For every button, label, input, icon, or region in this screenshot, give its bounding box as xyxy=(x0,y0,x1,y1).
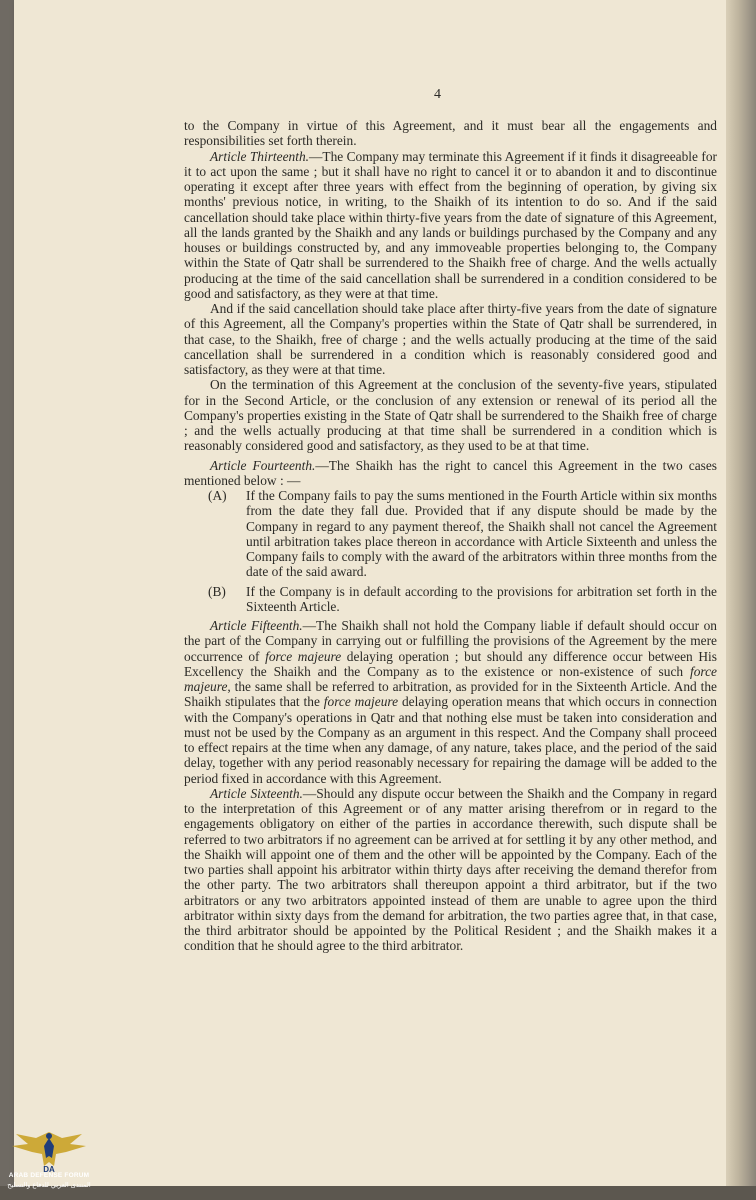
article-text: delaying operation means that which occurs in connection with the Company's operations in Qatr and that nothing else must be taken into consideration and must not be used by the Company as an argument in this respect. And the Company shall proceed to effect repairs at the time when any damage, of any nature, takes place, and the period of the said delay, together with any period reasonably necessary for repairing the damage will be added to the period fixed in accordance with this Agreement. xyxy=(184,694,717,786)
article-sixteenth xyxy=(184,786,717,954)
article-text: —Should any dispute occur between the Shaikh and the Company in regard to the interpretation of this Agreement or of any matter arising therefrom or in regard to the engagements obligatory on either of the parties in accordance therewith, such dispute shall be referred to two arbitrators if no agreement can be arrived at for settling it by any other method, and the Shaikh will appoint one of them and the other will be appointed by the Company. Each of the two parties shall appoint his arbitrator within thirty days after receiving the demand therefor from the other party. The two arbitrators shall thereupon appoint a third arbitrator, but if the two arbitrators or any two arbitrators appointed instead of them are unable to agree upon the third arbitrator within sixty days from the demand for arbitration, the two parties agree that, in that case, the third arbitrator should be appointed by the Political Resident ; and the Shaikh makes it a condition that he should agree to the third arbitrator. xyxy=(184,785,717,954)
list-item-a xyxy=(184,488,717,580)
article-text: , the same shall be referred to arbitration, as provided for in the Sixteenth Article. And the Shaikh stipulates that the xyxy=(184,679,717,710)
article-fifteenth xyxy=(184,618,717,786)
article-heading: Article Sixteenth. xyxy=(210,785,303,801)
article-thirteenth xyxy=(184,149,717,302)
article-fourteenth xyxy=(184,458,717,489)
document-body xyxy=(184,118,717,954)
list-text: If the Company is in default according to the provisions for arbitration set forth in the Sixteenth Article. xyxy=(246,583,717,614)
paragraph-continuation: to the Company in virtue of this Agreement, and it must bear all the engagements and responsibilities set forth therein. xyxy=(184,118,717,149)
eagle-emblem-icon xyxy=(6,1124,92,1174)
watermark-logo xyxy=(6,1124,92,1200)
list-item-b xyxy=(184,584,717,615)
italic-term: force majeure xyxy=(184,663,717,694)
paragraph-termination: On the termination of this Agreement at the conclusion of the seventy-five years, stipulated for in the Second Article, or the conclusion of any extension or renewal of its period all the Company's properties existing in the State of Qatr shall be surrendered to the Shaikh free of charge ; and the wells actually producing at that time shall be surrendered in a condition which is reasonably considered good and satisfactory, as they used to be at that time. xyxy=(184,377,717,454)
article-heading: Article Fifteenth. xyxy=(210,618,303,633)
list-marker: (B) xyxy=(208,583,226,599)
article-text: —The Company may terminate this Agreement if it finds it disagreeable for it to act upon the same ; but it shall have no right to cancel it or to abandon it and to discontinue operating it except after three years with effect from the beginning of operation, by giving six months' previous notice, in writing, to the Shaikh of its intention to do so. And if the said cancellation should take place within thirty-five years from the date of signature of this Agreement, all the lands granted by the Shaikh and any lands or buildings purchased by the Company and any houses or buildings constructed by, and any immoveable properties belonging to, the Company within the State of Qatr shall be surrendered to the Shaikh free of charge. And the wells actually producing at the time of the said cancellation shall be surrendered in a condition considered to be good and satisfactory, as they were at that time. xyxy=(184,148,717,301)
article-heading: Article Fourteenth. xyxy=(210,457,316,473)
page-number: 4 xyxy=(434,87,441,102)
italic-term: force majeure xyxy=(265,648,342,664)
article-text: —The Shaikh shall not hold the Company liable if default should occur on the part of the Company in carrying out or fulfilling the provisions of the Agreement by the mere occurrence of xyxy=(184,618,717,664)
page-edge xyxy=(726,0,756,1200)
bottom-shadow xyxy=(0,1186,756,1200)
watermark-text: ARAB DEFENSE FORUM xyxy=(8,1172,90,1179)
article-text: delaying operation ; but should any difference occur between His Excellency the Shaikh and the Company as to the existence or non-existence of such xyxy=(184,648,717,679)
svg-text:DA: DA xyxy=(43,1165,55,1174)
list-marker: (A) xyxy=(208,488,227,503)
watermark-text-arabic: المنتدى العربي للدفاع والتسليح xyxy=(7,1181,91,1189)
paragraph-after-thirty-five-years: And if the said cancellation should take place after thirty-five years from the date of signature of this Agreement, all the Company's properties within the State of Qatr shall be surrendered, in that case, to the Shaikh, free of charge ; and the wells actually producing at the time of the said cancellation shall be surrendered in a condition which is reasonably considered good and satisfactory, as they were at that time. xyxy=(184,301,717,377)
list-text: If the Company fails to pay the sums mentioned in the Fourth Article within six months from the date they fall due. Provided that if any dispute should be made by the Company in regard to any payment thereof, the Shaikh shall not cancel the Agreement until arbitration takes place thereon in accordance with Article Sixteenth and unless the Company fails to comply with the award of the arbitrators within three months from the date of the said award. xyxy=(246,488,717,580)
italic-term: force majeure xyxy=(323,694,399,710)
document-page xyxy=(14,0,726,1186)
article-heading: Article Thirteenth. xyxy=(210,148,309,164)
article-text: —The Shaikh has the right to cancel this Agreement in the two cases mentioned below : — xyxy=(184,457,718,488)
